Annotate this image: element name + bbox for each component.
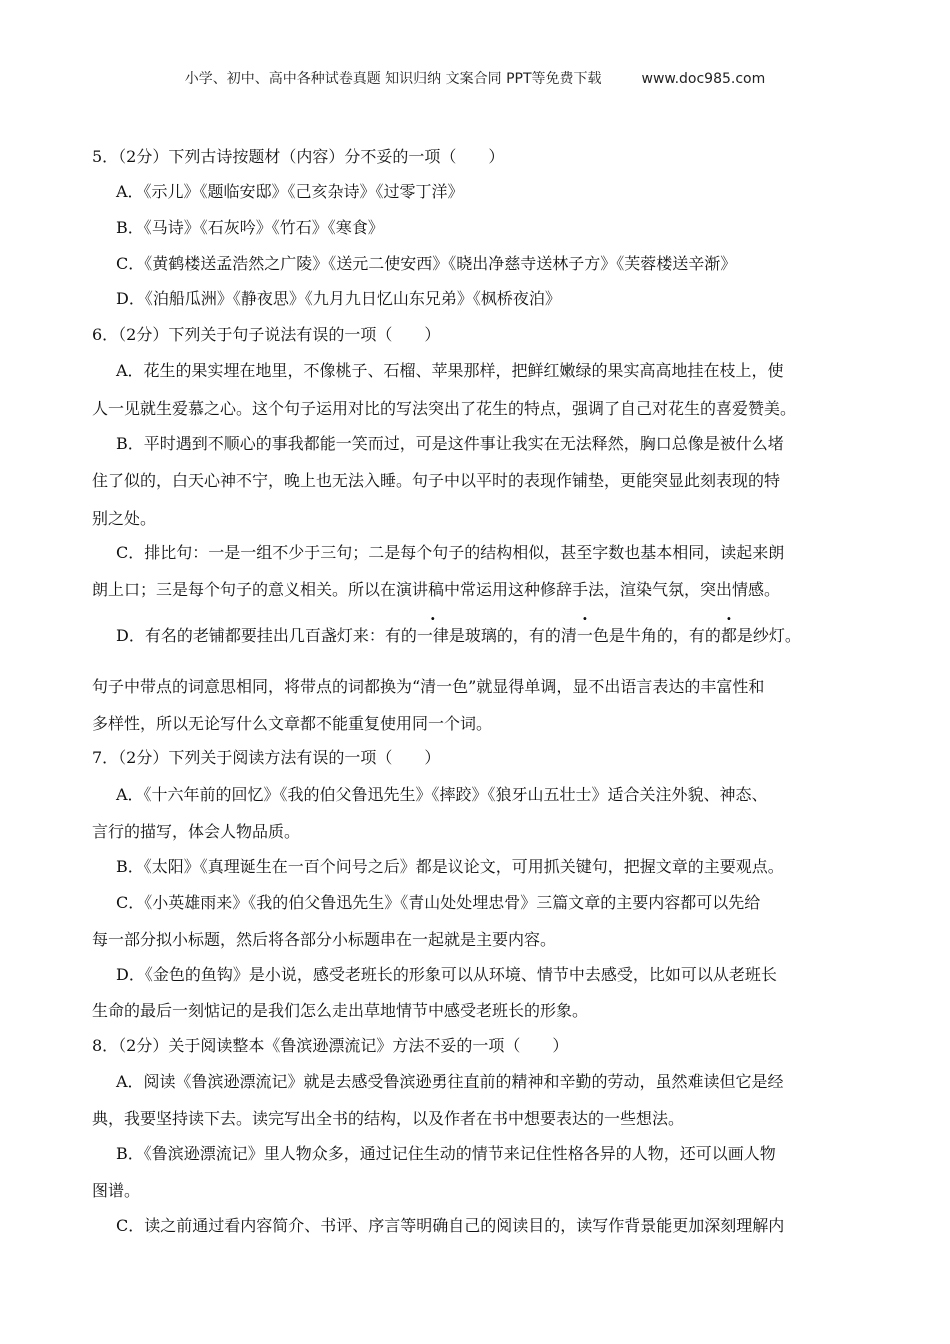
q6-option-d-line1 — [116, 625, 801, 647]
q7-option-a-line1: A．《十六年前的回忆》《我的伯父鲁迅先生》《摔跤》《狼牙山五壮士》适合关注外貌、神态、 — [116, 785, 768, 804]
q8-option-a-line1: A．阅读《鲁滨逊漂流记》就是去感受鲁滨逊勇往直前的精神和辛勤的劳动，虽然难读但它是经 — [116, 1072, 784, 1091]
q6-d-emph-word-1: 一律 — [416, 626, 449, 645]
q6-option-c-line2: 朗上口；三是每个句子的意义相关。所以在演讲稿中常运用这种修辞手法，渲染气氛，突出情感。 — [92, 580, 781, 599]
q6-option-d-line2: 句子中带点的词意思相同，将带点的词都换为“清一色”就显得单调，显不出语言表达的丰富性和 — [92, 677, 765, 696]
q7-stem: 7．（2分）下列关于阅读方法有误的一项（ ） — [92, 748, 441, 767]
q6-stem: 6．（2分）下列关于句子说法有误的一项（ ） — [92, 325, 441, 344]
q6-option-a-line1: A．花生的果实埋在地里，不像桃子、石榴、苹果那样，把鲜红嫩绿的果实高高地挂在枝上，使 — [116, 361, 784, 380]
q6-option-a-line2: 人一见就生爱慕之心。这个句子运用对比的写法突出了花生的特点，强调了自己对花生的喜爱赞美。 — [92, 399, 797, 418]
q8-option-b-line2: 图谱。 — [92, 1181, 141, 1200]
q5-option-c: C．《黄鹤楼送孟浩然之广陵》《送元二使安西》《晓出净慈寺送林子方》《芙蓉楼送辛渐》 — [116, 254, 737, 273]
q7-option-d-line2: 生命的最后一刻惦记的是我们怎么走出草地情节中感受老班长的形象。 — [92, 1001, 589, 1020]
q7-option-d-line1: D．《金色的鱼钩》是小说，感受老班长的形象可以从环境、情节中去感受，比如可以从老班长 — [116, 965, 777, 984]
q8-option-c-line1: C．读之前通过看内容简介、书评、序言等明确自己的阅读目的，读写作背景能更加深刻理解内 — [116, 1216, 785, 1235]
header-text: 小学、初中、高中各种试卷真题 知识归纳 文案合同 PPT等免费下载 — [184, 71, 602, 87]
q8-option-a-line2: 典，我要坚持读下去。读完写出全书的结构，以及作者在书中想要表达的一些想法。 — [92, 1109, 685, 1128]
q6-d-emph-word-3: 都 — [720, 626, 737, 645]
header-site: www.doc985.com — [641, 71, 766, 87]
q7-option-c-line1: C．《小英雄雨来》《我的伯父鲁迅先生》《青山处处埋忠骨》三篇文章的主要内容都可以先给 — [116, 893, 761, 912]
q8-option-b-line1: B．《鲁滨逊漂流记》里人物众多，通过记住生动的情节来记住性格各异的人物，还可以画人物 — [116, 1144, 776, 1163]
q6-option-c-line1: C．排比句：一是一组不少于三句；二是每个句子的结构相似，甚至字数也基本相同，读起来朗 — [116, 543, 785, 562]
page-header — [0, 68, 950, 88]
q6-option-b-line1: B．平时遇到不顺心的事我都能一笑而过，可是这件事让我实在无法释然，胸口总像是被什么堵 — [116, 434, 784, 453]
q5-option-b: B．《马诗》《石灰吟》《竹石》《寒食》 — [116, 218, 384, 237]
q7-option-c-line2: 每一部分拟小标题，然后将各部分小标题串在一起就是主要内容。 — [92, 930, 557, 949]
q5-stem: 5．（2分）下列古诗按题材（内容）分不妥的一项（ ） — [92, 147, 505, 166]
q7-option-a-line2: 言行的描写，体会人物品质。 — [92, 822, 301, 841]
q5-option-d: D．《泊船瓜洲》《静夜思》《九月九日忆山东兄弟》《枫桥夜泊》 — [116, 289, 561, 308]
q5-option-a: A．《示儿》《题临安邸》《己亥杂诗》《过零丁洋》 — [116, 182, 464, 201]
q6-option-d-line3: 多样性，所以无论写什么文章都不能重复使用同一个词。 — [92, 714, 493, 733]
q6-d-text-post: 是纱灯。 — [736, 626, 801, 645]
q6-d-text-pre: D．有名的老铺都要挂出几百盏灯来：有的 — [116, 626, 417, 645]
q6-option-b-line2: 住了似的，白天心神不宁，晚上也无法入睡。句子中以平时的表现作铺垫，更能突显此刻表现的特 — [92, 471, 781, 490]
q6-option-b-line3: 别之处。 — [92, 509, 157, 528]
q6-d-emph-word-2: 清一色 — [560, 626, 609, 645]
q8-stem: 8．（2分）关于阅读整本《鲁滨逊漂流记》方法不妥的一项（ ） — [92, 1036, 569, 1055]
q6-d-text-mid1: 是玻璃的，有的 — [448, 626, 561, 645]
q7-option-b: B．《太阳》《真理诞生在一百个问号之后》都是议论文，可用抓关键句，把握文章的主要观点。 — [116, 857, 784, 876]
q6-d-text-mid2: 是牛角的，有的 — [608, 626, 721, 645]
